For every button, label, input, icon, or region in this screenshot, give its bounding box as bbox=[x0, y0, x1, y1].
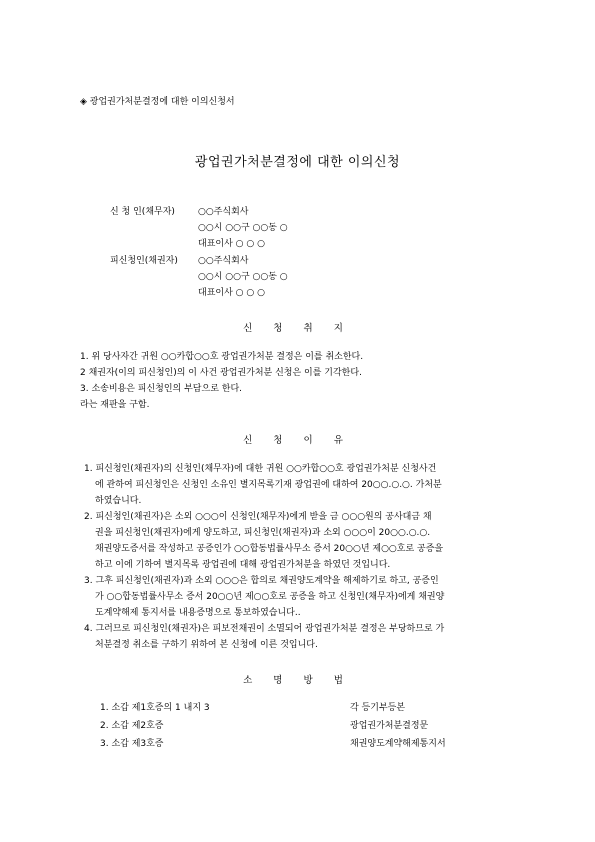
evidence-item: 3. 소갑 제3호증 bbox=[100, 739, 164, 749]
purpose-line: 1. 위 당사자간 귀원 ○○카합○○호 광업권가처분 결정은 이를 취소한다. bbox=[80, 352, 364, 362]
evidence-item: 1. 소갑 제1호증의 1 내지 3 bbox=[100, 703, 210, 713]
reason-line: 도계약해제 통지서를 내용증명으로 통보하였습니다.. bbox=[95, 608, 301, 618]
evidence-desc: 광업권가처분결정문 bbox=[350, 721, 429, 731]
evidence-desc: 각 등기부등본 bbox=[350, 703, 406, 713]
reason-line: 하였습니다. bbox=[95, 496, 142, 506]
purpose-line: 2 채권자(이의 피신청인)의 이 사건 광업권가처분 신청은 이를 기각한다. bbox=[80, 368, 362, 378]
evidence-heading: 소 명 방 법 bbox=[243, 675, 352, 686]
respondent-representative: 대표이사 ○ ○ ○ bbox=[198, 288, 265, 298]
applicant-company: ○○주식회사 bbox=[198, 207, 249, 217]
purpose-line: 라는 재판을 구함. bbox=[80, 400, 150, 410]
reason-line: 2. 피신청인(채권자)은 소외 ○○○이 신청인(채무자)에게 받을 금 ○○○원의 공사대금 채 bbox=[84, 512, 432, 522]
reason-line: 가 ○○합동법률사무소 증서 20○○년 제○○호로 공증을 하고 신청인(채무자)에게 채권양 bbox=[95, 592, 445, 602]
applicant-representative: 대표이사 ○ ○ ○ bbox=[198, 239, 265, 249]
reason-line: 채권양도증서를 작성하고 공증인가 ○○합동법률사무소 증서 20○○년 제○○호로 공증을 bbox=[95, 544, 444, 554]
applicant-address: ○○시 ○○구 ○○동 ○ bbox=[198, 223, 288, 233]
reason-line: 권을 피신청인(채권자)에게 양도하고, 피신청인(채권자)과 소외 ○○○이 20○○.○.○. bbox=[95, 528, 431, 538]
header-note: ◈ 광업권가처분결정에 대한 이의신청서 bbox=[80, 97, 235, 107]
reason-heading: 신 청 이 유 bbox=[243, 435, 352, 446]
reason-line: 처분결정 취소를 구하기 위하여 본 신청에 이른 것입니다. bbox=[95, 640, 318, 650]
reason-line: 하고 이에 기하여 별지목록 광업권에 대해 광업권가처분을 하였던 것입니다. bbox=[95, 560, 391, 570]
reason-line: 에 관하여 피신청인은 신청인 소유인 별지목록기재 광업권에 대하여 20○○.○.○. 가처분 bbox=[95, 480, 442, 490]
applicant-label: 신 청 인(채무자) bbox=[110, 207, 175, 217]
reason-line: 3. 그후 피신청인(채권자)과 소외 ○○○은 합의로 채권양도계약을 해제하기로 하고, 공증인 bbox=[84, 576, 439, 586]
respondent-company: ○○주식회사 bbox=[198, 256, 249, 266]
reason-line: 4. 그러므로 피신청인(채권자)은 피보전채권이 소멸되어 광업권가처분 결정은 부당하므로 가 bbox=[84, 624, 445, 634]
evidence-desc: 채권양도계약해제통지서 bbox=[350, 739, 446, 749]
respondent-label: 피신청인(채권자) bbox=[110, 256, 178, 266]
page-title: 광업권가처분결정에 대한 이의신청 bbox=[194, 155, 401, 170]
respondent-address: ○○시 ○○구 ○○동 ○ bbox=[198, 272, 288, 282]
evidence-item: 2. 소갑 제2호증 bbox=[100, 721, 164, 731]
purpose-line: 3. 소송비용은 피신청인의 부담으로 한다. bbox=[80, 384, 242, 394]
reason-line: 1. 피신청인(채권자)의 신청인(채무자)에 대한 귀원 ○○카합○○호 광업권가처분 신청사건 bbox=[84, 464, 437, 474]
purpose-heading: 신 청 취 지 bbox=[243, 323, 352, 334]
